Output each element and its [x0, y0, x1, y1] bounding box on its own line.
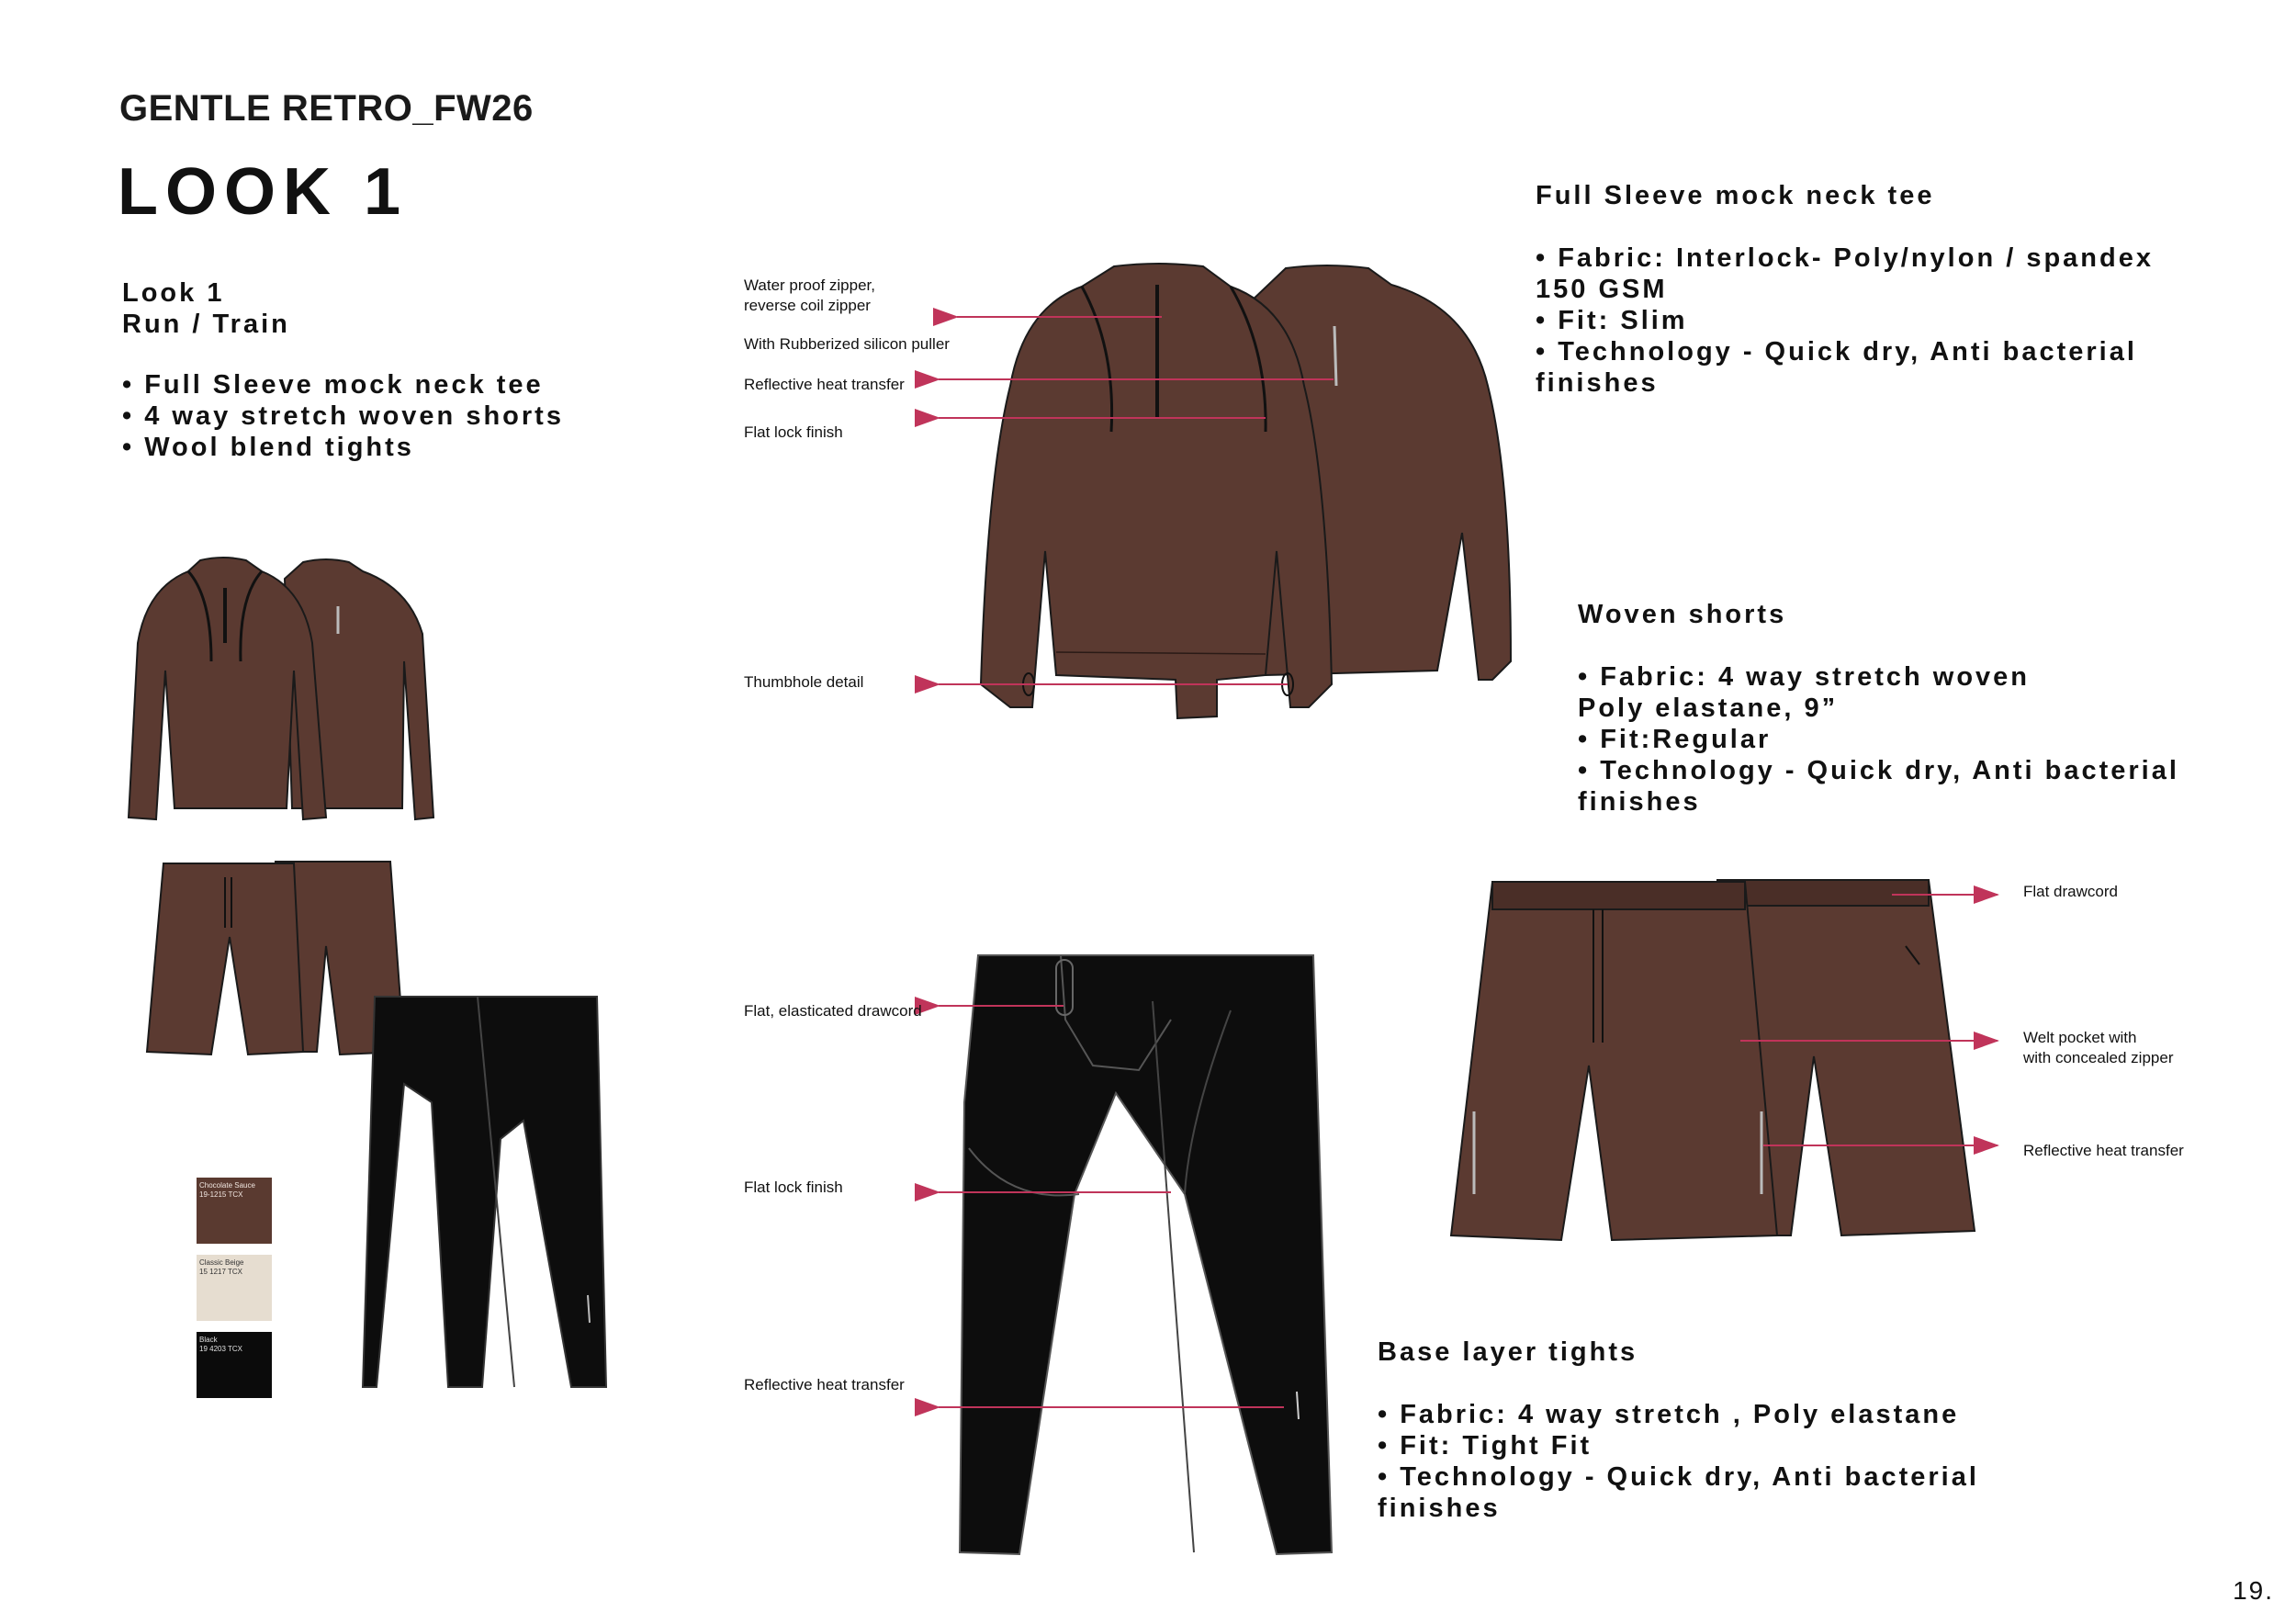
- tights-spec: Base layer tights • Fabric: 4 way stretch , Poly elastane • Fit: Tight Fit • Technology - Quick dry, Anti bacterial finishes: [1378, 1337, 1979, 1523]
- shorts-thumbnail: [147, 862, 404, 1054]
- callout-tee-zipper: Water proof zipper, reverse coil zipper: [744, 276, 875, 314]
- tee-spec: Full Sleeve mock neck tee • Fabric: Interlock- Poly/nylon / spandex 150 GSM • Fit: Slim • Technology - Quick dry, Anti bacterial finishes: [1536, 181, 2154, 398]
- tights-front-view: [960, 955, 1332, 1554]
- shorts-spec: Woven shorts • Fabric: 4 way stretch woven Poly elastane, 9” • Fit:Regular • Technology - Quick dry, Anti bacterial finishes: [1578, 600, 2179, 817]
- callout-tee-thumbhole: Thumbhole detail: [744, 673, 864, 691]
- callout-tee-puller: With Rubberized silicon puller: [744, 335, 950, 353]
- callout-tee-flatlock: Flat lock finish: [744, 423, 843, 441]
- page-number: 19.: [2233, 1576, 2274, 1605]
- callout-tights-reflective: Reflective heat transfer: [744, 1376, 905, 1393]
- callout-shorts-welt-pocket: Welt pocket with with concealed zipper: [2023, 1029, 2174, 1066]
- look-summary-title: Look 1 Run / Train: [122, 278, 290, 339]
- swatch-code: 19 4203 TCX: [199, 1345, 242, 1353]
- swatch-code: 19-1215 TCX: [199, 1190, 243, 1199]
- look-title: LOOK 1: [118, 155, 409, 229]
- swatch-name: Black: [199, 1336, 218, 1344]
- shorts-front-view: [1451, 882, 1777, 1240]
- swatch-name: Classic Beige: [199, 1258, 244, 1267]
- collection-title: GENTLE RETRO_FW26: [119, 88, 534, 129]
- callout-shorts-reflective: Reflective heat transfer: [2023, 1142, 2184, 1159]
- callout-tights-flatlock: Flat lock finish: [744, 1179, 843, 1196]
- callout-shorts-drawcord: Flat drawcord: [2023, 883, 2118, 900]
- tights-thumbnail: [363, 997, 606, 1387]
- callout-tee-reflective: Reflective heat transfer: [744, 376, 905, 393]
- swatch-code: 15 1217 TCX: [199, 1268, 242, 1276]
- callout-tights-drawcord: Flat, elasticated drawcord: [744, 1002, 922, 1020]
- swatch-name: Chocolate Sauce: [199, 1181, 255, 1190]
- look-summary-items: • Full Sleeve mock neck tee • 4 way stretch woven shorts • Wool blend tights: [122, 370, 564, 462]
